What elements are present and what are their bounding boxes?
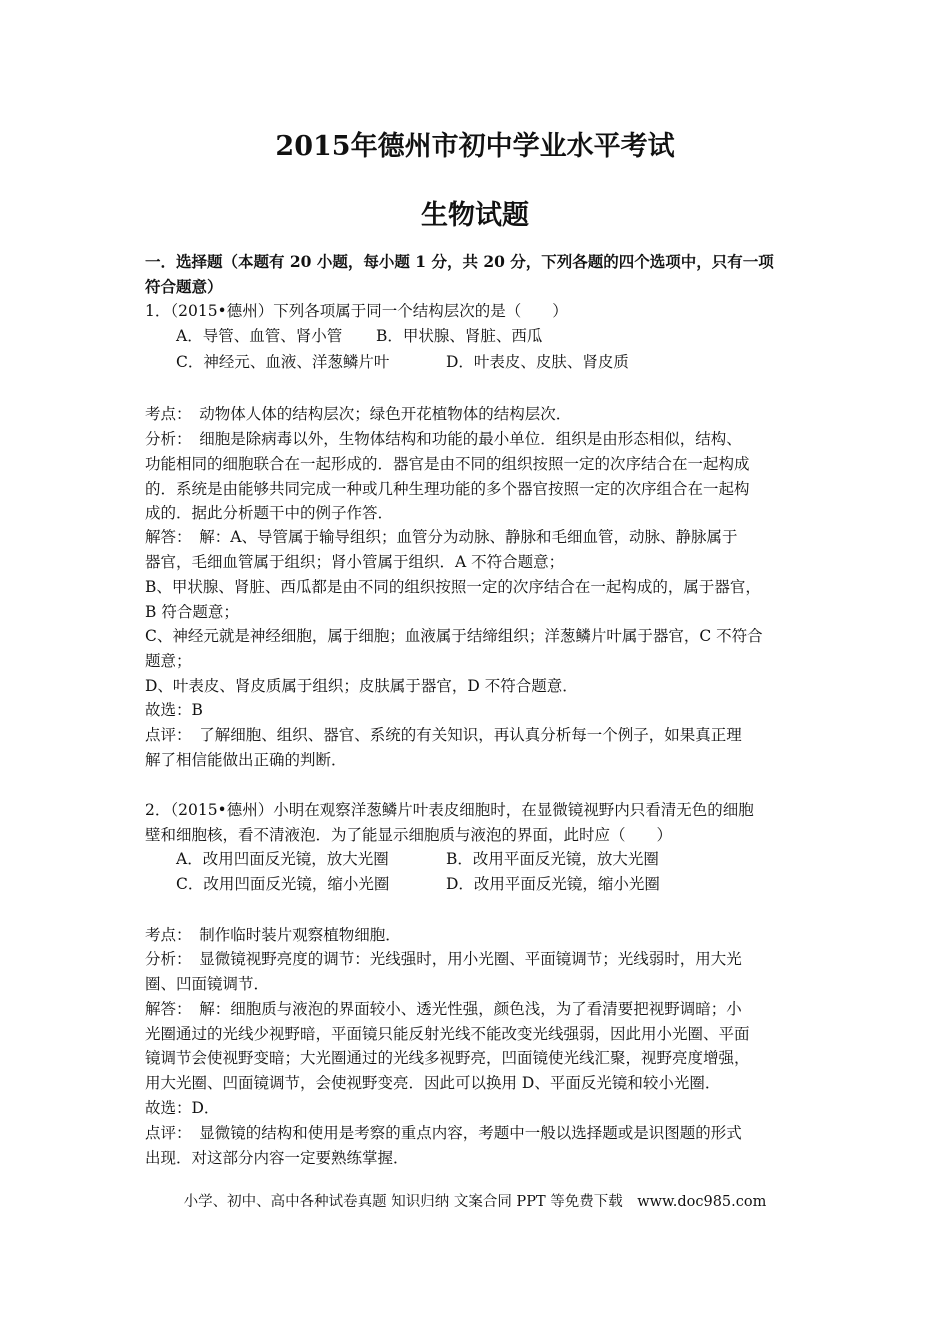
q1-stem: 1．（2015•德州）下列各项属于同一个结构层次的是（ ） [145,302,568,320]
q1-jieda-5: C、神经元就是神经细胞，属于细胞；血液属于结缔组织；洋葱鳞片叶属于器官，C 不符合 [145,627,763,645]
q2-kaodian: 考点： 制作临时装片观察植物细胞． [145,926,401,944]
q2-jieda-3: 镜调节会使视野变暗；大光圈通过的光线多视野亮，凹面镜使光线汇聚，视野亮度增强， [145,1049,750,1067]
q1-jieda-1: 解答： 解：A、导管属于输导组织；血管分为动脉、静脉和毛细血管，动脉、静脉属于 [145,528,738,546]
q2-dianping-2: 出现．对这部分内容一定要熟练掌握． [145,1149,409,1167]
page-footer: 小学、初中、高中各种试卷真题 知识归纳 文案合同 PPT 等免费下载 www.doc985.com [183,1194,767,1210]
section-heading: 一．选择题（本题有 20 小题，每小题 1 分，共 20 分，下列各题的四个选项中，只有一项 [145,252,774,271]
q2-options-row1 [176,846,659,872]
q2-options-row2 [176,871,660,897]
q1-options-row1 [176,323,543,349]
q1-dianping-1: 点评： 了解细胞、组织、器官、系统的有关知识，再认真分析每一个例子，如果真正理 [145,726,742,744]
q1-option-a: A．导管、血管、肾小管 [176,327,343,345]
q1-answer: 故选：B [145,701,203,719]
q2-option-a: A．改用凹面反光镜，放大光圈 [176,850,389,868]
q2-fenxi-1: 分析： 显微镜视野亮度的调节：光线强时，用小光圈、平面镜调节；光线弱时，用大光 [145,950,742,968]
exam-subtitle: 生物试题 [421,200,529,231]
q1-jieda-7: D、叶表皮、肾皮质属于组织；皮肤属于器官，D 不符合题意． [145,677,578,695]
q1-fenxi-1: 分析： 细胞是除病毒以外，生物体结构和功能的最小单位．组织是由形态相似，结构、 [145,430,742,448]
q1-jieda-2: 器官，毛细血管属于组织；肾小管属于组织．A 不符合题意； [145,553,565,571]
q1-options-row2 [176,349,629,375]
q2-jieda-1: 解答： 解：细胞质与液泡的界面较小、透光性强，颜色浅，为了看清要把视野调暗；小 [145,1000,742,1018]
q1-kaodian: 考点： 动物体人体的结构层次；绿色开花植物体的结构层次． [145,405,572,423]
q1-fenxi-4: 成的．据此分析题干中的例子作答． [145,504,394,522]
q2-answer: 故选：D． [145,1099,220,1117]
q2-option-b: B．改用平面反光镜，放大光圈 [446,850,659,868]
q2-stem-2: 壁和细胞核，看不清液泡．为了能显示细胞质与液泡的界面，此时应（ ） [145,826,673,844]
q1-option-c: C．神经元、血液、洋葱鳞片叶 [176,353,390,371]
q1-jieda-4: B 符合题意； [145,603,239,621]
section-heading-cont: 符合题意） [145,277,223,296]
q1-jieda-3: B、甲状腺、肾脏、西瓜都是由不同的组织按照一定的次序结合在一起构成的，属于器官， [145,578,761,596]
q2-option-c: C．改用凹面反光镜，缩小光圈 [176,875,390,893]
q1-jieda-6: 题意； [145,652,192,670]
exam-title: 2015年德州市初中学业水平考试 [275,131,675,162]
q1-fenxi-3: 的．系统是由能够共同完成一种或几种生理功能的多个器官按照一定的次序组合在一起构 [145,480,750,498]
q2-fenxi-2: 圈、凹面镜调节． [145,975,270,993]
q2-stem-1: 2．（2015•德州）小明在观察洋葱鳞片叶表皮细胞时，在显微镜视野内只看清无色的细胞 [145,801,754,819]
q1-option-b: B．甲状腺、肾脏、西瓜 [376,327,543,345]
q1-option-d: D．叶表皮、皮肤、肾皮质 [446,353,629,371]
q1-fenxi-2: 功能相同的细胞联合在一起形成的．器官是由不同的组织按照一定的次序结合在一起构成 [145,455,750,473]
q2-option-d: D．改用平面反光镜，缩小光圈 [446,875,660,893]
q1-dianping-2: 解了相信能做出正确的判断． [145,751,347,769]
q2-dianping-1: 点评： 显微镜的结构和使用是考察的重点内容，考题中一般以选择题或是识图题的形式 [145,1124,742,1142]
q2-jieda-4: 用大光圈、凹面镜调节，会使视野变亮．因此可以换用 D、平面反光镜和较小光圈． [145,1074,721,1092]
q2-jieda-2: 光圈通过的光线少视野暗，平面镜只能反射光线不能改变光线强弱，因此用小光圈、平面 [145,1025,750,1043]
